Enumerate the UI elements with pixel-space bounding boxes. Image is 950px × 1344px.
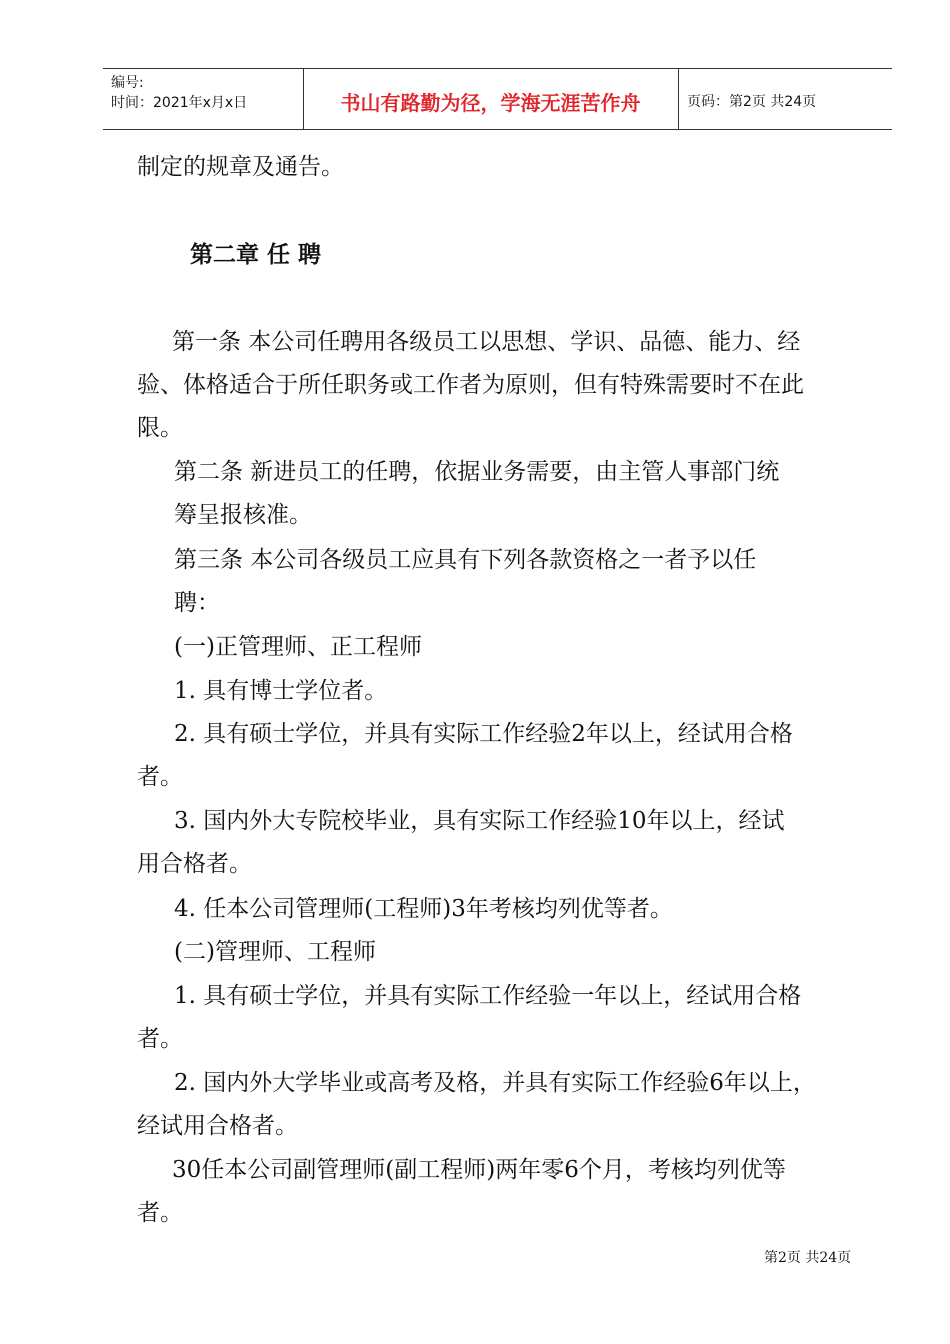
list-item-1-2-line-2: 者。 [137, 764, 183, 790]
list-item-1-4: 4. 任本公司管理师(工程师)3年考核均列优等者。 [174, 896, 673, 922]
motto-text: 书山有路勤为径，学海无涯苦作舟 [340, 91, 641, 115]
list-item-1-1: 1. 具有博士学位者。 [174, 678, 388, 704]
article-1-line-1: 第一条 本公司任聘用各级员工以思想、学识、品德、能力、经 [172, 329, 801, 355]
page-header [103, 68, 892, 130]
list-item-2-1-line-2: 者。 [137, 1026, 183, 1052]
list-item-2-2-line-1: 2. 国内外大学毕业或高考及格，并具有实际工作经验6年以上， [174, 1070, 816, 1096]
header-left-cell [103, 69, 304, 129]
chapter-title: 第二章 任 聘 [190, 241, 322, 268]
article-2-line-2: 筹呈报核准。 [174, 502, 312, 528]
section-2-heading: (二)管理师、工程师 [174, 939, 376, 965]
list-item-1-3-line-1: 3. 国内外大专院校毕业，具有实际工作经验10年以上，经试 [174, 808, 785, 834]
list-item-2-1-line-1: 1. 具有硕士学位，并具有实际工作经验一年以上，经试用合格 [174, 983, 802, 1009]
article-3-line-2: 聘： [174, 590, 220, 616]
list-item-2-3-line-2: 者。 [137, 1200, 183, 1226]
code-label: 编号: [111, 75, 144, 91]
article-2-line-1: 第二条 新进员工的任聘，依据业务需要，由主管人事部门统 [174, 459, 780, 485]
list-item-1-2-line-1: 2. 具有硕士学位，并具有实际工作经验2年以上，经试用合格 [174, 721, 793, 747]
page-info: 页码：第2页 共24页 [687, 94, 817, 110]
header-motto-cell [303, 69, 679, 129]
header-page-cell [678, 69, 892, 129]
section-1-heading: (一)正管理师、正工程师 [174, 634, 422, 660]
article-3-line-1: 第三条 本公司各级员工应具有下列各款资格之一者予以任 [174, 547, 757, 573]
list-item-2-2-line-2: 经试用合格者。 [137, 1113, 298, 1139]
time-label: 时间：2021年x月x日 [111, 95, 248, 111]
page-footer: 第2页 共24页 [764, 1250, 852, 1266]
article-1-line-3: 限。 [137, 415, 183, 441]
list-item-1-3-line-2: 用合格者。 [137, 851, 252, 877]
article-1-line-2: 验、体格适合于所任职务或工作者为原则，但有特殊需要时不在此 [137, 372, 804, 398]
list-item-2-3-line-1: 30任本公司副管理师(副工程师)两年零6个月，考核均列优等 [172, 1157, 786, 1183]
body-line-continuation: 制定的规章及通告。 [137, 154, 344, 180]
